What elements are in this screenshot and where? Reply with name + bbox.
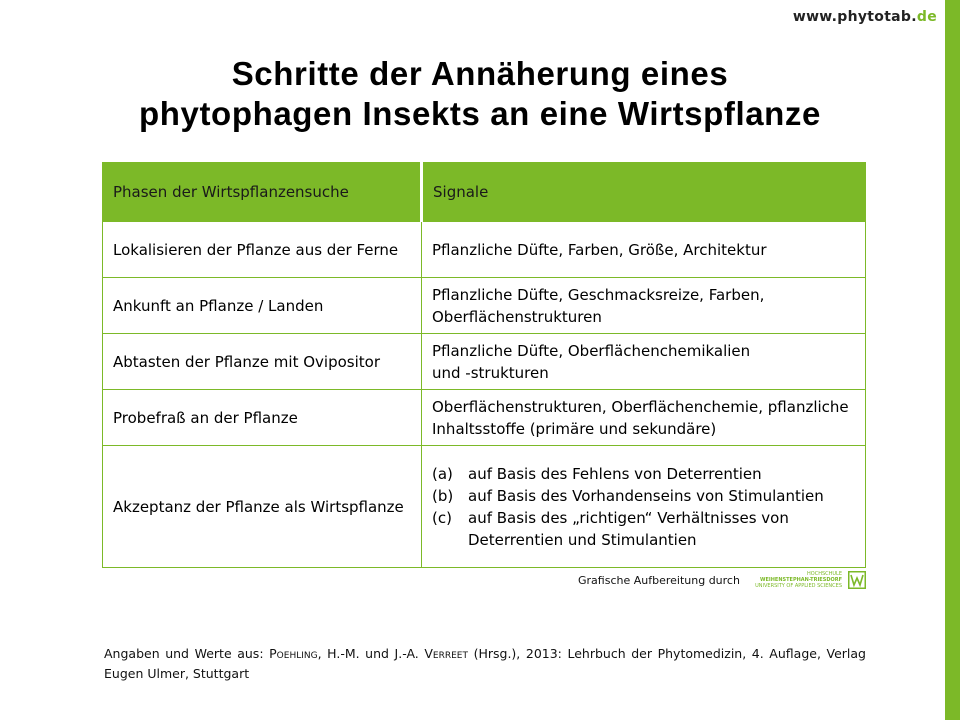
signal-cell: Pflanzliche Düfte, Farben, Größe, Architektur bbox=[422, 222, 866, 278]
header-phases: Phasen der Wirtspflanzensuche bbox=[103, 163, 422, 222]
table-header-row bbox=[103, 163, 866, 222]
host-plant-search-table bbox=[102, 162, 866, 568]
title-line-1: Schritte der Annäherung eines bbox=[231, 55, 729, 92]
source-citation: Angaben und Werte aus: Poehling, H.-M. und J.-A. Verreet (Hrsg.), 2013: Lehrbuch der Phytomedizin, 4. Auflage, Verlag Eugen Ulmer, Stuttgart bbox=[104, 646, 866, 681]
signal-list bbox=[432, 463, 855, 551]
signal-cell bbox=[422, 446, 866, 568]
table-row bbox=[103, 390, 866, 446]
list-item: (b) auf Basis des Vorhandenseins von Stimulantien bbox=[432, 486, 824, 505]
signal-cell: Pflanzliche Düfte, Geschmacksreize, Farben, Oberflächenstrukturen bbox=[422, 278, 866, 334]
list-item: (c) auf Basis des „richtigen“ Verhältnisses von Deterrentien und Stimulantien bbox=[432, 508, 789, 549]
site-url[interactable]: www.phytotab.de bbox=[792, 9, 937, 25]
right-accent-bar bbox=[945, 0, 960, 720]
table-row bbox=[103, 222, 866, 278]
list-item: (a) auf Basis des Fehlens von Deterrentien bbox=[432, 464, 762, 483]
university-logo: HOCHSCHULE WEIHENSTEPHAN-TRIESDORF UNIVERSITY OF APPLIED SCIENCES bbox=[751, 571, 866, 591]
table-row bbox=[103, 334, 866, 390]
header-signals: Signale bbox=[422, 163, 866, 222]
phase-cell: Lokalisieren der Pflanze aus der Ferne bbox=[103, 222, 422, 278]
title-line-2: phytophagen Insekts an eine Wirtspflanze bbox=[139, 95, 821, 132]
table-row bbox=[103, 278, 866, 334]
phase-cell: Ankunft an Pflanze / Landen bbox=[103, 278, 422, 334]
signal-cell: Pflanzliche Düfte, Oberflächenchemikalien und -strukturen bbox=[422, 334, 866, 390]
phase-cell: Abtasten der Pflanze mit Ovipositor bbox=[103, 334, 422, 390]
signal-cell: Oberflächenstrukturen, Oberflächenchemie, pflanzliche Inhaltsstoffe (primäre und sekundäre) bbox=[422, 390, 866, 446]
phase-cell: Probefraß an der Pflanze bbox=[103, 390, 422, 446]
table-row bbox=[103, 446, 866, 568]
credit-text: Grafische Aufbereitung durch bbox=[578, 574, 740, 587]
page-title bbox=[100, 54, 860, 134]
phase-cell: Akzeptanz der Pflanze als Wirtspflanze bbox=[103, 446, 422, 568]
logo-mark-icon bbox=[848, 571, 866, 589]
